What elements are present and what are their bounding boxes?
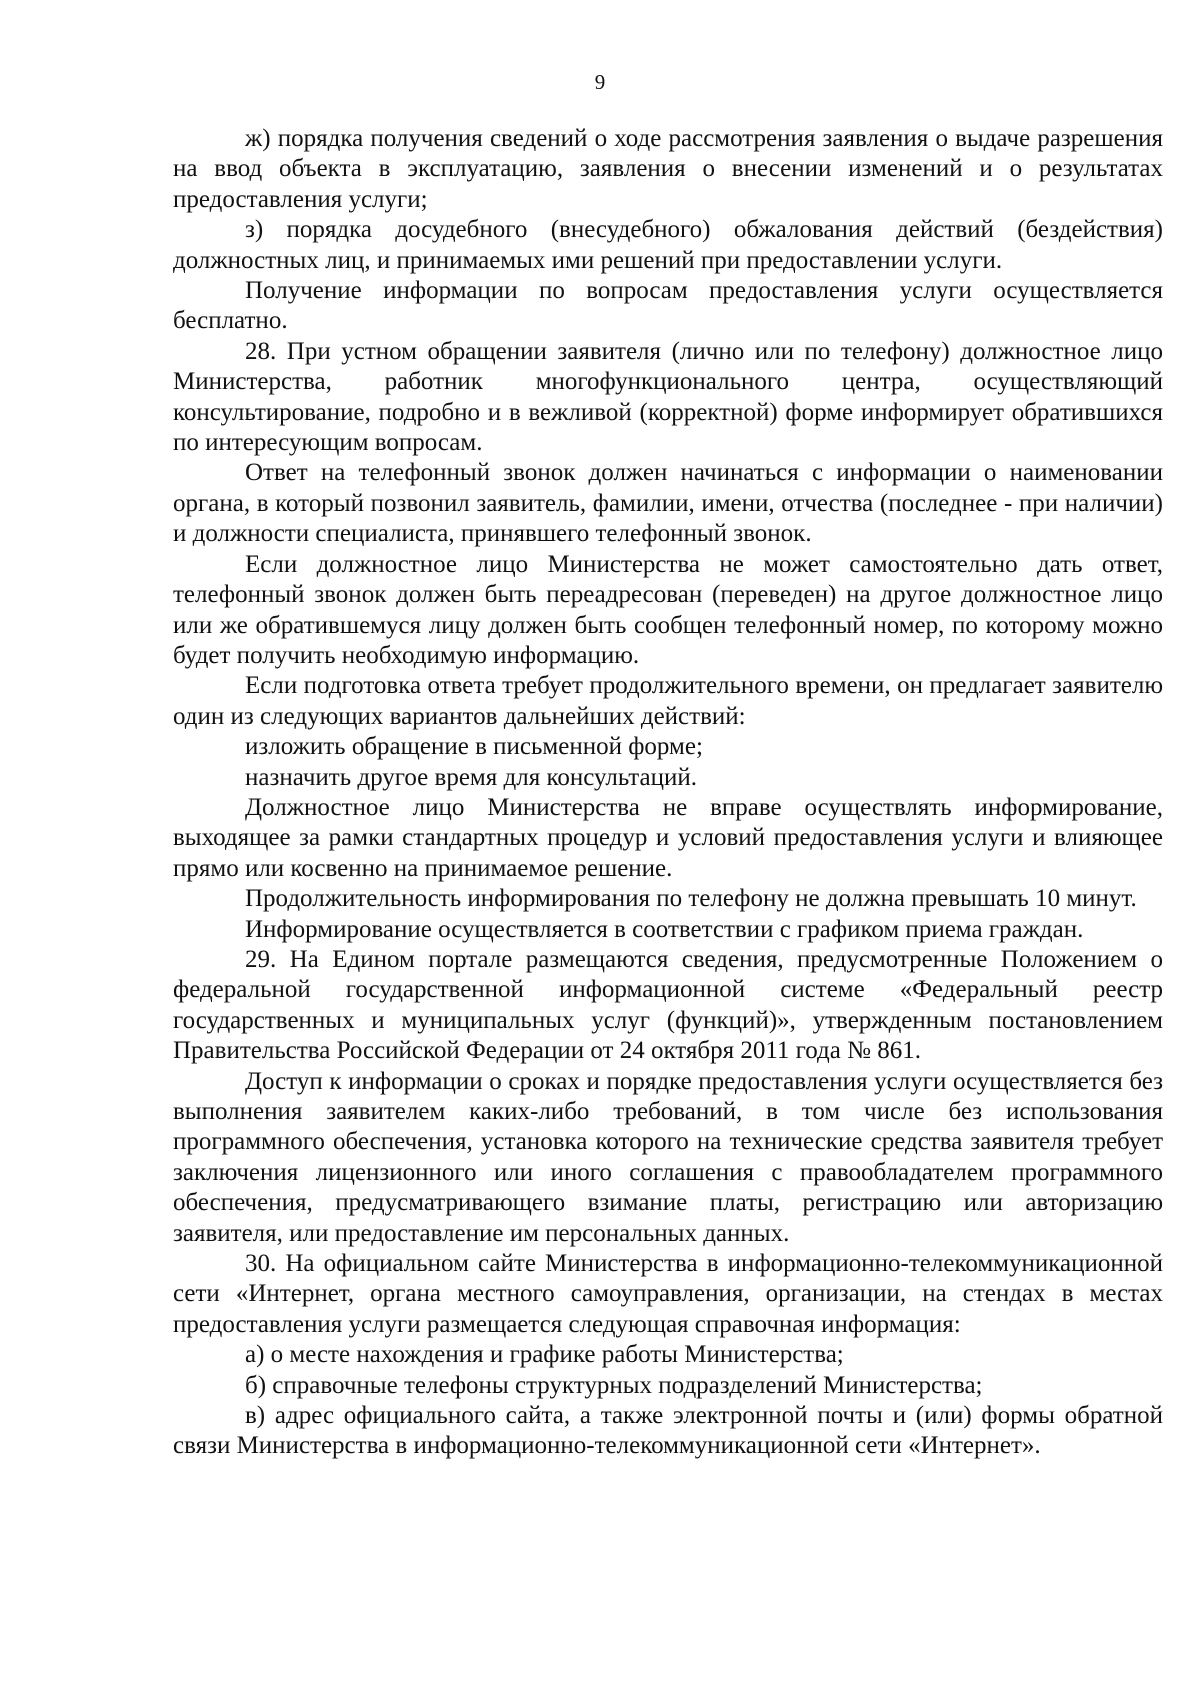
page-number: 9 xyxy=(594,70,606,94)
paragraph-29: 29. На Едином портале размещаются сведения, предусмотренные Положением о федеральной государственной информационной системе «Федеральный реестр государственных и муниципальных услуг (функций)», утвержденным постановлением Правительства Российской Федерации от 24 октября 2011 года № 861. xyxy=(173,945,1163,1065)
paragraph-duration: Продолжительность информирования по телефону не должна превышать 10 минут. xyxy=(245,885,1137,913)
document-body xyxy=(173,124,1163,1462)
paragraph-zh-item: ж) порядка получения сведений о ходе рассмотрения заявления о выдаче разрешения на ввод объекта в эксплуатацию, заявления о внесении изменений и о результатах предоставления услуги; xyxy=(173,125,1163,213)
paragraph-phone-answer: Ответ на телефонный звонок должен начинаться с информации о наименовании органа, в который позвонил заявитель, фамилии, имени, отчества (последнее - при наличии) и должности специалиста, принявшего телефонный звонок. xyxy=(173,459,1163,548)
paragraph-30-v: в) адрес официального сайта, а также электронной почты и (или) формы обратной связи Министерства в информационно-телекоммуникационной сети «Интернет». xyxy=(173,1402,1163,1460)
paragraph-30-a: а) о месте нахождения и графике работы Министерства; xyxy=(245,1341,844,1369)
paragraph-access: Доступ к информации о сроках и порядке предоставления услуги осуществляется без выполнения заявителем каких-либо требований, в том числе без использования программного обеспечения, установка которого на технические средства заявителя требует заключения лицензионного или иного соглашения с правообладателем программного обеспечения, предусматривающего взимание платы, регистрацию или авторизацию заявителя, или предоставление им персональных данных. xyxy=(173,1067,1163,1247)
paragraph-option-written: изложить обращение в письменной форме; xyxy=(245,733,703,761)
paragraph-free-info: Получение информации по вопросам предоставления услуги осуществляется бесплатно. xyxy=(173,277,1163,335)
paragraph-redirect: Если должностное лицо Министерства не может самостоятельно дать ответ, телефонный звонок должен быть переадресован (переведен) на другое должностное лицо или же обратившемуся лицу должен быть сообщен телефонный номер, по которому можно будет получить необходимую информацию. xyxy=(173,550,1163,669)
paragraph-schedule: Информирование осуществляется в соответствии с графиком приема граждан. xyxy=(245,915,1084,943)
paragraph-28: 28. При устном обращении заявителя (лично или по телефону) должностное лицо Министерства, работник многофункционального центра, осуществляющий консультирование, подробно и в вежливой (корректной) форме информирует обратившихся по интересующим вопросам. xyxy=(173,337,1163,457)
paragraph-30: 30. На официальном сайте Министерства в информационно-телекоммуникационной сети «Интернет, органа местного самоуправления, организации, на стендах в местах предоставления услуги размещается следующая справочная информация: xyxy=(173,1250,1163,1338)
paragraph-limits: Должностное лицо Министерства не вправе осуществлять информирование, выходящее за рамки стандартных процедур и условий предоставления услуги и влияющее прямо или косвенно на принимаемое решение. xyxy=(173,793,1163,882)
paragraph-z-item: з) порядка досудебного (внесудебного) обжалования действий (бездействия) должностных лиц, и принимаемых ими решений при предоставлении услуги. xyxy=(173,216,1163,274)
paragraph-30-b: б) справочные телефоны структурных подразделений Министерства; xyxy=(245,1371,983,1399)
paragraph-long-answer: Если подготовка ответа требует продолжительного времени, он предлагает заявителю один из следующих вариантов дальнейших действий: xyxy=(173,672,1163,730)
paragraph-option-reschedule: назначить другое время для консультаций. xyxy=(245,763,698,791)
